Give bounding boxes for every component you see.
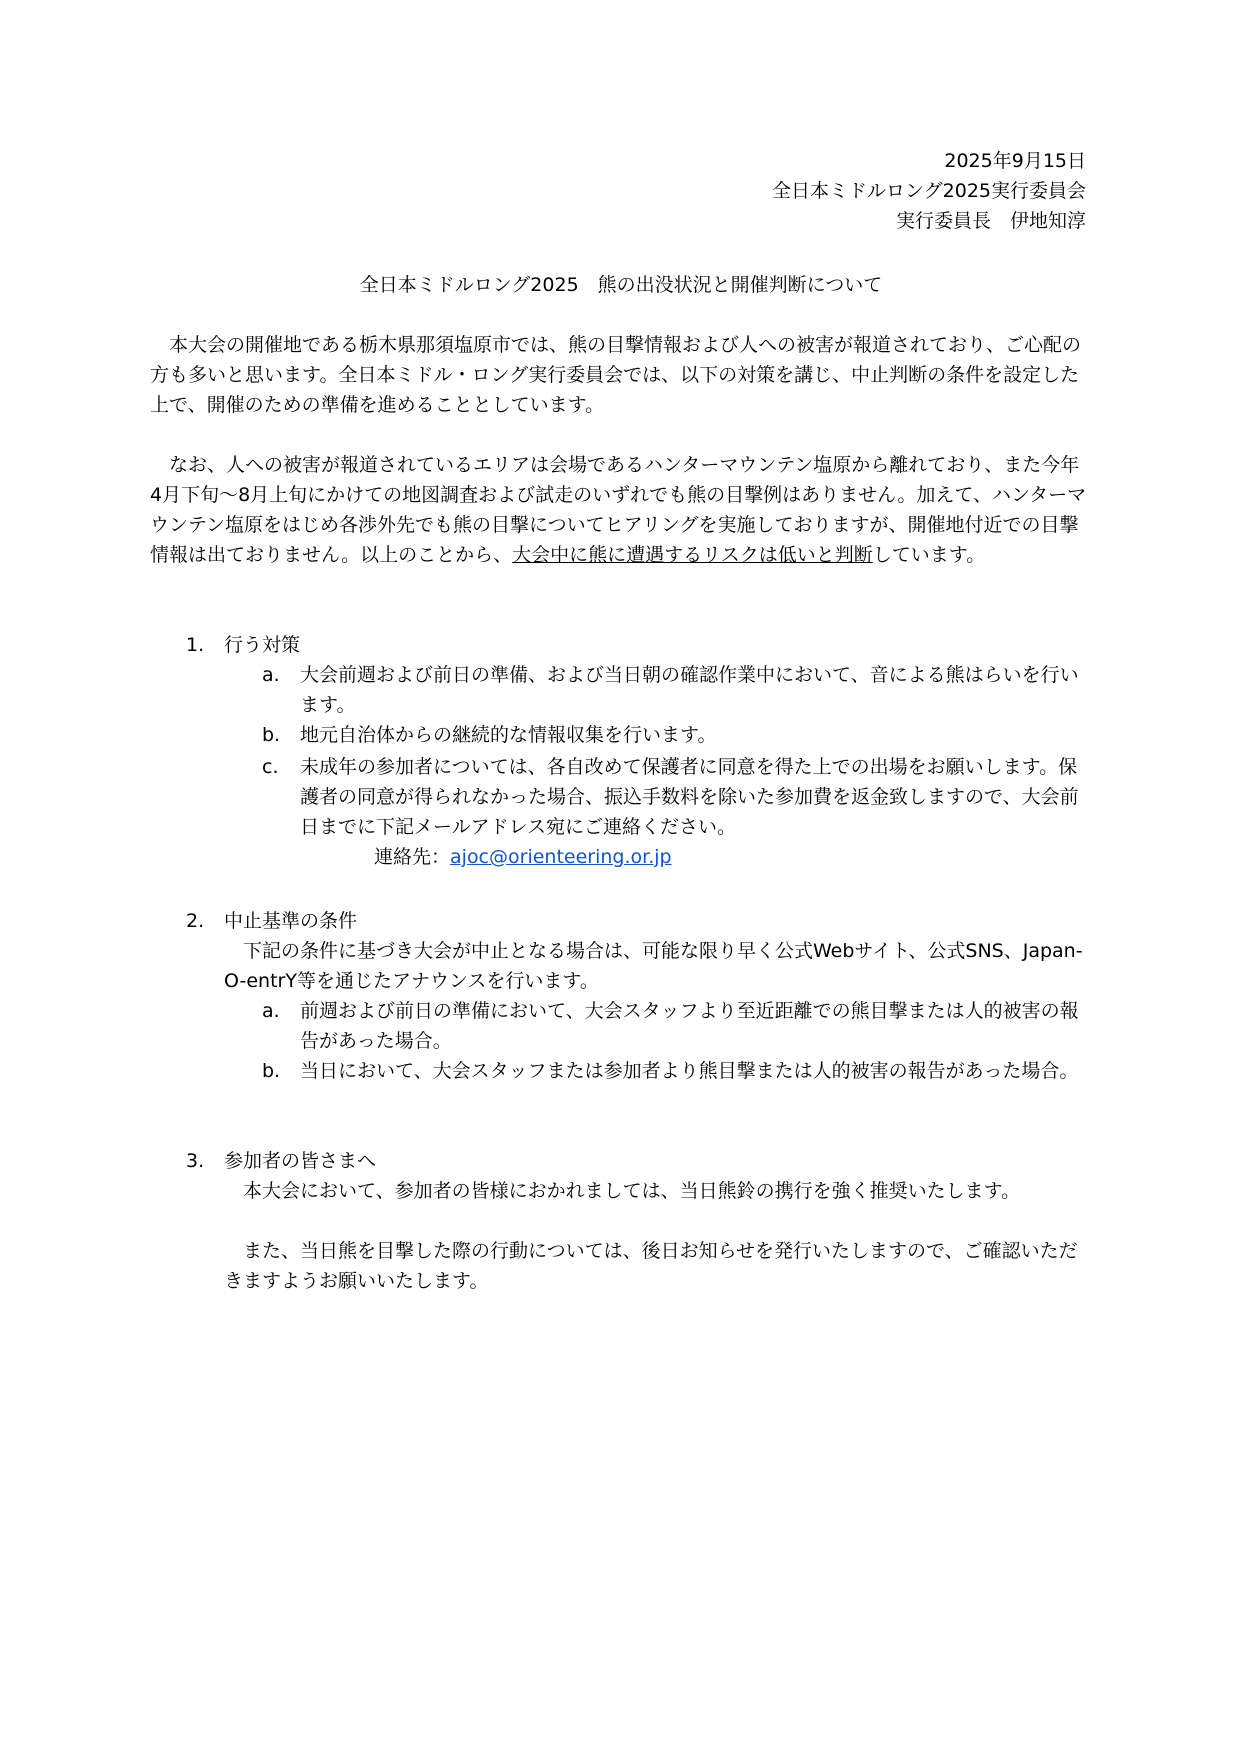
section-3-title: 参加者の皆さまへ	[224, 1150, 377, 1172]
section-1-number: 1.	[186, 634, 205, 656]
intro-paragraph-2-lead: なお、人への被害が報道されているエリアは会場であるハンターマウンテン塩原から離れており、また今年4月下旬〜8月上旬にかけての地図調査および試走のいずれでも熊の目撃例はありません。加えて、ハンターマウンテン塩原をはじめ各渉外先でも熊の目撃についてヒアリングを実施しておりますが、開催地付近での目撃情報は出ておりません。以上のことから、	[150, 454, 1087, 566]
section-2-heading	[186, 906, 357, 936]
section-1-item-b	[262, 720, 1092, 750]
item-letter: b.	[262, 724, 281, 746]
document-title: 全日本ミドルロング2025 熊の出没状況と開催判断について	[359, 274, 883, 296]
item-text: 未成年の参加者については、各自改めて保護者に同意を得た上での出場をお願いします。保護者の同意が得られなかった場合、振込手数料を除いた参加費を返金致しますので、大会前日までに下記メールアドレス宛にご連絡ください。	[300, 756, 1079, 838]
contact-line	[374, 842, 672, 872]
item-letter: b.	[262, 1060, 281, 1082]
section-2-item-a	[262, 996, 1092, 1056]
item-letter: a.	[262, 1000, 280, 1022]
item-text: 地元自治体からの継続的な情報収集を行います。	[300, 724, 717, 746]
section-1-title: 行う対策	[224, 634, 301, 656]
section-2-body: 下記の条件に基づき大会が中止となる場合は、可能な限り早く公式Webサイト、公式SNS、Japan-O-entrY等を通じたアナウンスを行います。	[224, 940, 1083, 992]
section-1-item-a	[262, 660, 1092, 720]
intro-paragraph-2-tail: しています。	[872, 544, 986, 566]
section-2-title: 中止基準の条件	[224, 910, 358, 932]
issuing-organization: 全日本ミドルロング2025実行委員会	[772, 180, 1086, 202]
risk-assessment-underlined: 大会中に熊に遭遇するリスクは低いと判断	[512, 544, 873, 566]
signatory: 実行委員長 伊地知淳	[895, 210, 1086, 232]
section-3-body-1: 本大会において、参加者の皆様におかれましては、当日熊鈴の携行を強く推奨いたします。	[243, 1180, 1021, 1202]
section-3-body-2: また、当日熊を目撃した際の行動については、後日お知らせを発行いたしますので、ご確認いただきますようお願いいたします。	[224, 1240, 1078, 1292]
contact-email-link[interactable]: ajoc@orienteering.or.jp	[450, 846, 672, 868]
item-letter: c.	[262, 756, 279, 778]
item-text: 前週および前日の準備において、大会スタッフより至近距離での熊目撃または人的被害の報告があった場合。	[300, 1000, 1079, 1052]
item-text: 大会前週および前日の準備、および当日朝の確認作業中において、音による熊はらいを行います。	[300, 664, 1079, 716]
item-text: 当日において、大会スタッフまたは参加者より熊目撃または人的被害の報告があった場合。	[300, 1060, 1079, 1082]
section-2-number: 2.	[186, 910, 205, 932]
section-3-heading	[186, 1146, 376, 1176]
contact-label: 連絡先：	[374, 846, 451, 868]
section-3-number: 3.	[186, 1150, 205, 1172]
intro-paragraph-2	[150, 450, 1090, 570]
section-2-item-b	[262, 1056, 1092, 1086]
item-letter: a.	[262, 664, 280, 686]
section-1-item-c	[262, 752, 1092, 842]
issue-date: 2025年9月15日	[944, 150, 1086, 172]
section-1-heading	[186, 630, 300, 660]
letter-header	[772, 146, 1086, 236]
intro-paragraph-1: 本大会の開催地である栃木県那須塩原市では、熊の目撃情報および人への被害が報道されており、ご心配の方も多いと思います。全日本ミドル・ロング実行委員会では、以下の対策を講じ、中止判断の条件を設定した上で、開催のための準備を進めることとしています。	[150, 334, 1082, 416]
